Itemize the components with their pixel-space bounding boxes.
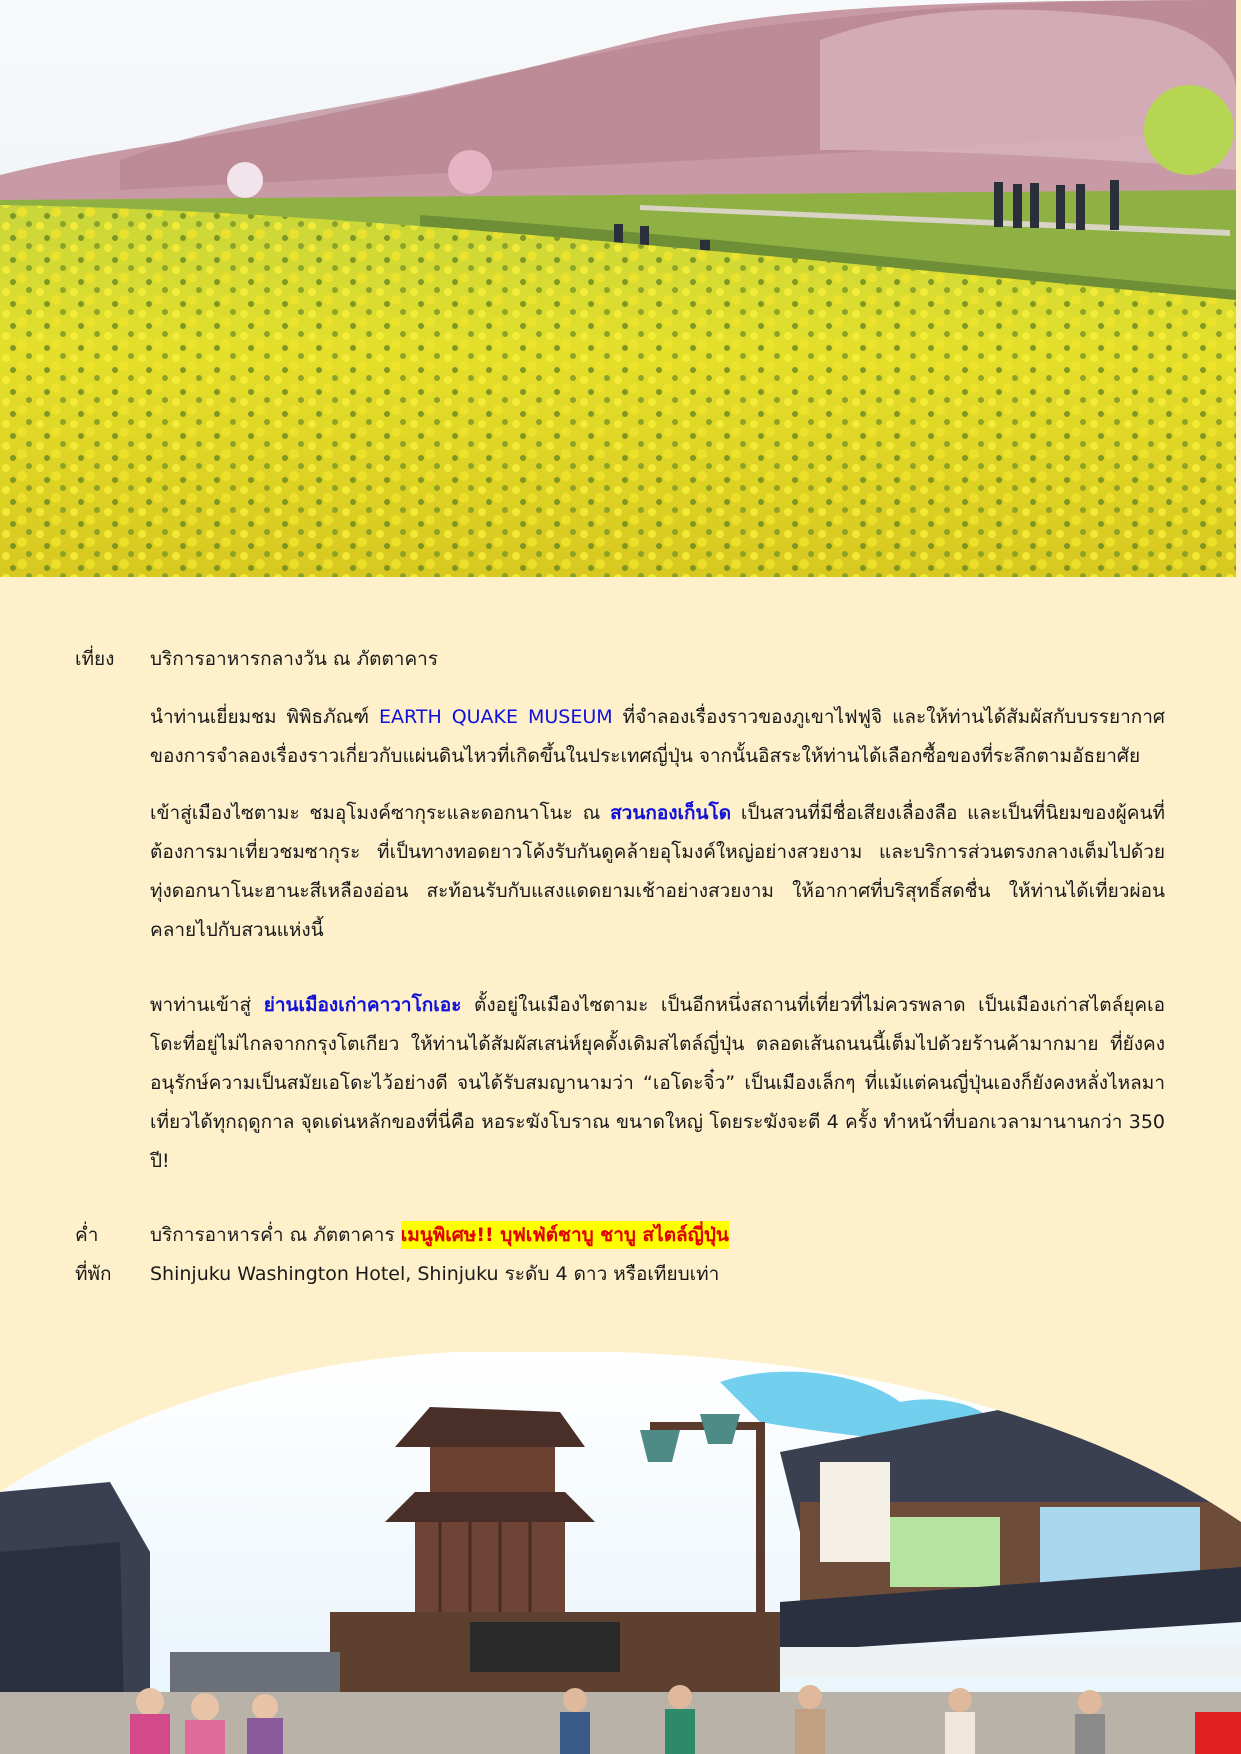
gongen-paragraph [150,794,1165,950]
lunch-label: เที่ยง [75,648,115,670]
hotel-text: Shinjuku Washington Hotel, Shinjuku ระดับ 4 ดาว หรือเทียบเท่า [150,1263,720,1285]
lunch-row [0,640,1241,679]
museum-description: ที่จำลองเรื่องราวของภูเขาไฟฟูจิ และให้ท่านได้สัมผัสกับบรรยากาศของการจำลองเรื่องราวเกี่ยวกับแผ่นดินไหวที่เกิดขึ้นในประเทศญี่ปุ่น จากนั้นอิสระให้ท่านได้เลือกซื้อของที่ระลึกตามอัธยาศัย [150,706,1165,767]
gongen-description: เป็นสวนที่มีชื่อเสียงเลื่องลือ และเป็นที่นิยมของผู้คนที่ต้องการมาเที่ยวชมซากุระ ที่เป็นทางทอดยาวโค้งรับกันดูคล้ายอุโมงค์ใหญ่อย่างสวยงาม และบริการส่วนตรงกลางเต็มไปด้วยทุ่งดอกนาโนะฮานะสีเหลืองอ่อน สะท้อนรับกับแสงแดดยามเช้าอย่างสวยงาม ให้อากาศที่บริสุทธิ์สดชื่น ให้ท่านได้เที่ยวผ่อนคลายไปกับสวนแห่งนี้ [150,802,1165,941]
hotel-label: ที่พัก [75,1263,112,1285]
museum-paragraph [150,698,1165,776]
dinner-text: บริการอาหารค่ำ ณ ภัตตาคาร [150,1224,401,1246]
canola-field-illustration [0,0,1236,577]
gongen-park-name: สวนกองเก็นโด [610,802,732,824]
kawagoe-paragraph [150,986,1165,1181]
kawagoe-street-photo [0,1352,1241,1754]
dinner-highlight: เมนูพิเศษ!! บุฟเฟ่ต์ชาบู ชาบู สไตล์ญี่ปุ่น [401,1221,729,1249]
dinner-row [0,1216,1241,1255]
kawagoe-intro: พาท่านเข้าสู่ [150,994,264,1016]
museum-intro: นำท่านเยี่ยมชม พิพิธภัณฑ์ [150,706,380,728]
hero-photo-canola-field [0,0,1236,577]
lunch-text: บริการอาหารกลางวัน ณ ภัตตาคาร [150,648,439,670]
museum-name: EARTH QUAKE MUSEUM [379,706,613,728]
kawagoe-old-town-name: ย่านเมืองเก่าคาวาโกเอะ [263,994,462,1016]
hotel-row [0,1255,1241,1294]
gongen-intro: เข้าสู่เมืองไซตามะ ชมอุโมงค์ซากุระและดอกนาโนะ ณ [150,802,611,824]
kawagoe-description: ตั้งอยู่ในเมืองไซตามะ เป็นอีกหนึ่งสถานที่เที่ยวที่ไม่ควรพลาด เป็นเมืองเก่าสไตล์ยุคเอโดะที่อยู่ไม่ไกลจากกรุงโตเกียว ให้ท่านได้สัมผัสเสน่ห์ยุคดั้งเดิมสไตล์ญี่ปุ่น ตลอดเส้นถนนนี้เต็มไปด้วยร้านค้ามากมาย ที่ยังคงอนุรักษ์ความเป็นสมัยเอโดะไว้อย่างดี จนได้รับสมญานามว่า “เอโดะจิ๋ว” เป็นเมืองเล็กๆ ที่แม้แต่คนญี่ปุ่นเองก็ยังคงหลั่งไหลมาเที่ยวได้ทุกฤดูกาล จุดเด่นหลักของที่นี่คือ หอระฆังโบราณ ขนาดใหญ่ โดยระฆังจะตี 4 ครั้ง ทำหน้าที่บอกเวลามานานกว่า 350 ปี! [150,994,1165,1172]
kawagoe-street-illustration [0,1352,1241,1754]
dinner-label: ค่ำ [75,1224,99,1246]
